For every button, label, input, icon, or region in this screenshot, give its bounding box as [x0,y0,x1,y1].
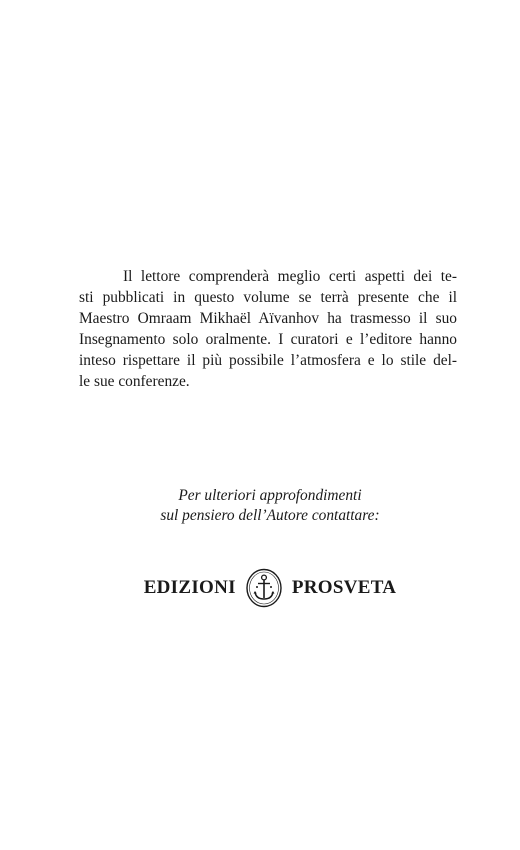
editorial-notice [79,266,457,392]
notice-line: Maestro Omraam Mikhaël Aïvanhov ha trasmesso il suo [79,310,457,327]
notice-line: Il lettore comprenderà meglio certi aspetti dei te- [123,268,457,285]
anchor-seal-icon [245,568,283,608]
notice-line: le sue conferenze. [79,373,190,390]
contact-note [0,486,520,526]
contact-line: sul pensiero dell’Autore contattare: [160,507,380,524]
publisher-name-second: PROSVETA [291,577,397,598]
contact-line: Per ulteriori approfondimenti [178,487,362,504]
notice-line: sti pubblicati in questo volume se terrà presente che il [79,289,457,306]
publisher-imprint [0,568,520,608]
notice-line: inteso rispettare il più possibile l’atmosfera e lo stile del- [79,352,457,369]
publisher-name-first: EDIZIONI [143,577,236,598]
notice-line: Insegnamento solo oralmente. I curatori e l’editore hanno [79,331,457,348]
